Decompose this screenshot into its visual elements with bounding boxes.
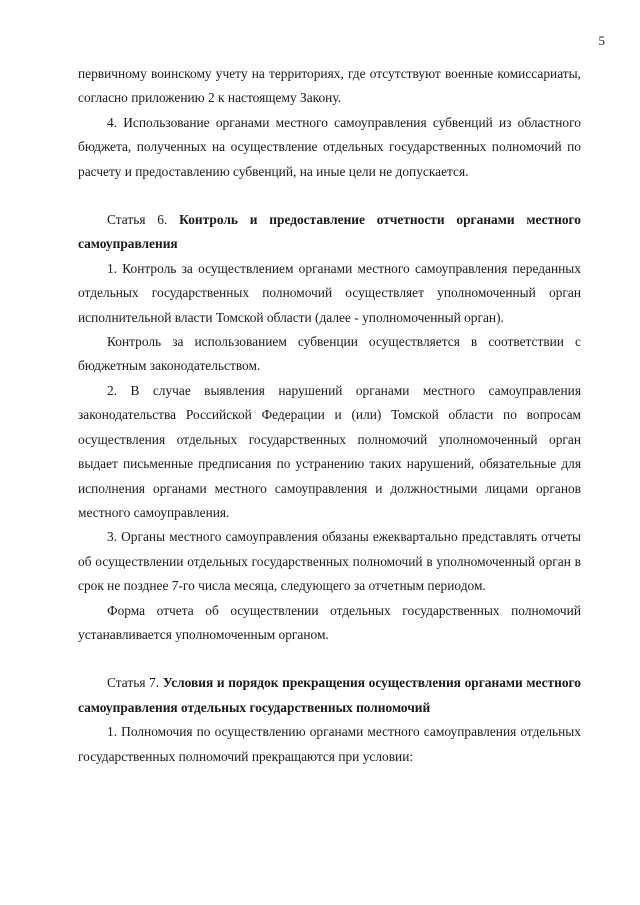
- paragraph-4: 4. Использование органами местного самоуправления субвенций из областного бюджета, полученных на осуществление отдельных государственных полномочий по расчету и предоставлению субвенций, на иные цели не допускается.: [78, 114, 581, 179]
- article-6-label: Статья 6.: [107, 212, 180, 228]
- article-6-paragraph-3: 3. Органы местного самоуправления обязаны ежеквартально представлять отчеты об осуществлении отдельных государственных полномочий в уполномоченный орган в срок не позднее 7-го числа месяца, следующего за отчетным периодом.: [78, 529, 581, 594]
- article-6-paragraph-1: 1. Контроль за осуществлением органами местного самоуправления переданных отдельных государственных полномочий осуществляет уполномоченный орган исполнительной власти Томской области (далее - уполномоченный орган).: [78, 260, 581, 325]
- article-6-title: Контроль и предоставление отчетности органами местного самоуправления: [78, 212, 581, 252]
- article-6-heading: [78, 208, 581, 257]
- article-6-paragraph-1b: Контроль за использованием субвенции осуществляется в соответствии с бюджетным законодательством.: [78, 334, 581, 374]
- paragraph-continuation: первичному воинскому учету на территориях, где отсутствуют военные комиссариаты, согласно приложению 2 к настоящему Закону.: [78, 66, 581, 106]
- document-body: [78, 62, 581, 769]
- article-6-paragraph-2: 2. В случае выявления нарушений органами местного самоуправления законодательства Российской Федерации и (или) Томской области по вопросам осуществления отдельных государственных полномочий уполномоченный орган выдает письменные предписания по устранению таких нарушений, обязательные для исполнения органами местного самоуправления и должностными лицами органов местного самоуправления.: [78, 382, 581, 520]
- article-7-label: Статья 7.: [107, 675, 163, 691]
- article-7-title: Условия и порядок прекращения осуществления органами местного самоуправления отдельных государственных полномочий: [78, 675, 581, 715]
- article-7-heading: [78, 671, 581, 720]
- article-7-paragraph-1: 1. Полномочия по осуществлению органами местного самоуправления отдельных государственных полномочий прекращаются при условии:: [78, 724, 581, 764]
- article-6-paragraph-3b: Форма отчета об осуществлении отдельных государственных полномочий устанавливается уполномоченным органом.: [78, 602, 581, 642]
- page-number: 5: [598, 33, 605, 48]
